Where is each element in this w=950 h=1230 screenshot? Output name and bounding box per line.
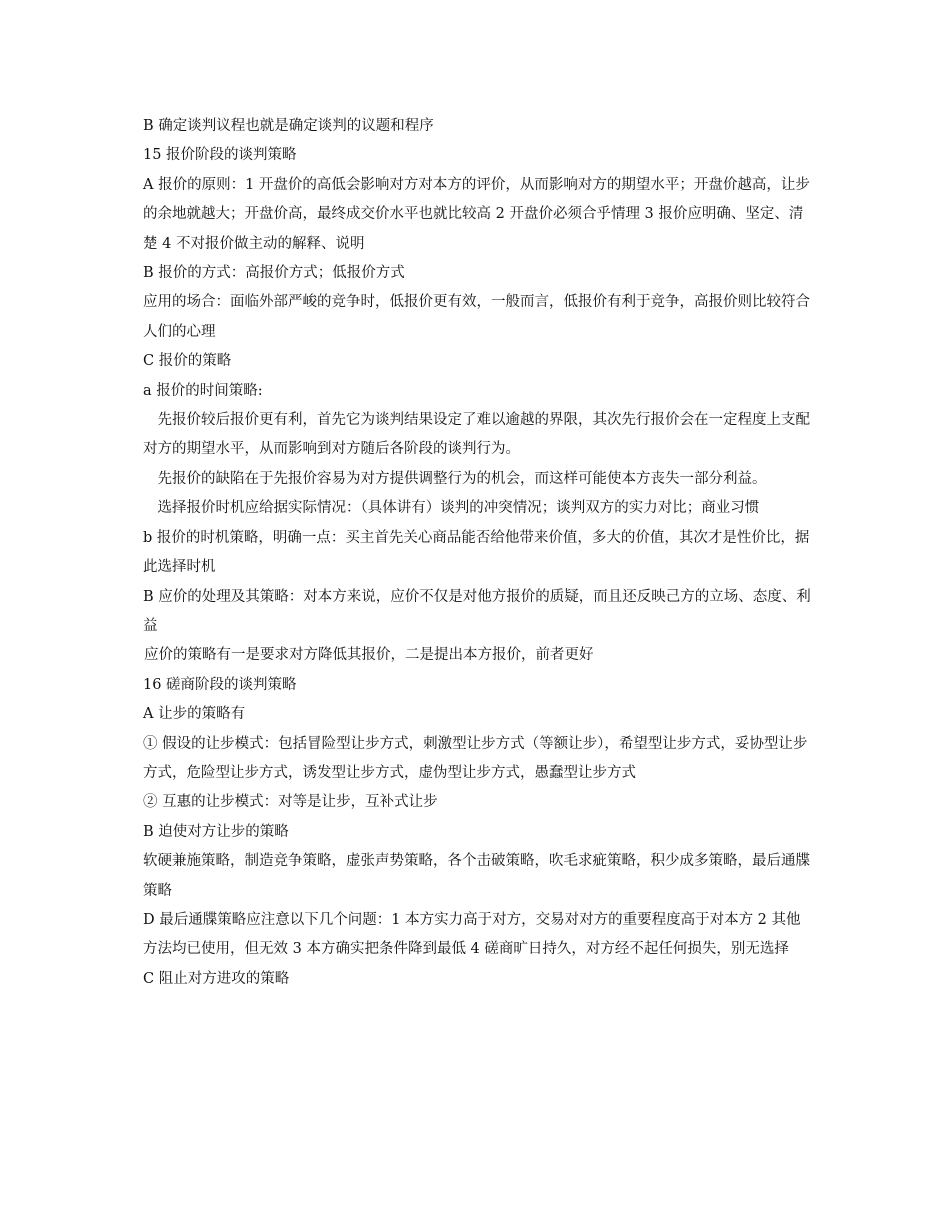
paragraph: 先报价的缺陷在于先报价容易为对方提供调整行为的机会，而这样可能使本方丧失一部分利益。 (157, 470, 767, 487)
section-heading: 16 磋商阶段的谈判策略 (143, 676, 297, 693)
document-body (143, 112, 811, 994)
paragraph: A 让步的策略有 (143, 706, 246, 723)
paragraph: 软硬兼施策略，制造竞争策略，虚张声势策略，各个击破策略，吹毛求疵策略，积少成多策略，最后通牒策略 (143, 853, 810, 899)
paragraph: a 报价的时间策略: (143, 382, 263, 399)
paragraph: 选择报价时机应给据实际情况：（具体讲有）谈判的冲突情况；谈判双方的实力对比；商业习惯 (157, 500, 760, 517)
paragraph: B 确定谈判议程也就是确定谈判的议题和程序 (143, 118, 434, 134)
paragraph: ② 互惠的让步模式：对等是让步，互补式让步 (143, 794, 438, 811)
paragraph: 应用的场合：面临外部严峻的竞争时，低报价更有效，一般而言，低报价有利于竞争，高报价则比较符合人们的心理 (143, 294, 810, 340)
paragraph: B 迫使对方让步的策略 (143, 823, 289, 840)
paragraph: C 阻止对方进攻的策略 (143, 970, 290, 987)
paragraph: 先报价较后报价更有利，首先它为谈判结果设定了难以逾越的界限，其次先行报价会在一定程度上支配对方的期望水平，从而影响到对方随后各阶段的谈判行为。 (143, 412, 810, 458)
paragraph: C 报价的策略 (143, 353, 232, 370)
paragraph: A 报价的原则：1 开盘价的高低会影响对方对本方的评价，从而影响对方的期望水平；开盘价越高，让步的余地就越大；开盘价高，最终成交价水平也就比较高 2 开盘价必须合乎情理 3 报价应明确、坚定、清楚 4 不对报价做主动的解释、说明 (143, 176, 810, 252)
paragraph: 应价的策略有一是要求对方降低其报价，二是提出本方报价，前者更好 (144, 647, 594, 664)
paragraph: ① 假设的让步模式：包括冒险型让步方式，刺激型让步方式（等额让步），希望型让步方式，妥协型让步方式，危险型让步方式，诱发型让步方式，虚伪型让步方式，愚蠢型让步方式 (143, 735, 808, 781)
section-heading: 15 报价阶段的谈判策略 (143, 147, 297, 164)
paragraph: B 报价的方式：高报价方式；低报价方式 (143, 265, 405, 282)
paragraph: B 应价的处理及其策略：对本方来说，应价不仅是对他方报价的质疑，而且还反映己方的立场、态度、利益 (143, 588, 811, 634)
paragraph: D 最后通牒策略应注意以下几个问题：1 本方实力高于对方，交易对对方的重要程度高于对本方 2 其他方法均已使用，但无效 3 本方确实把条件降到最低 4 磋商旷日持久，对方经不起任何损失，别无选择 (143, 911, 801, 958)
paragraph: b 报价的时机策略，明确一点：买主首先关心商品能否给他带来价值，多大的价值，其次才是性价比，据此选择时机 (143, 529, 810, 576)
